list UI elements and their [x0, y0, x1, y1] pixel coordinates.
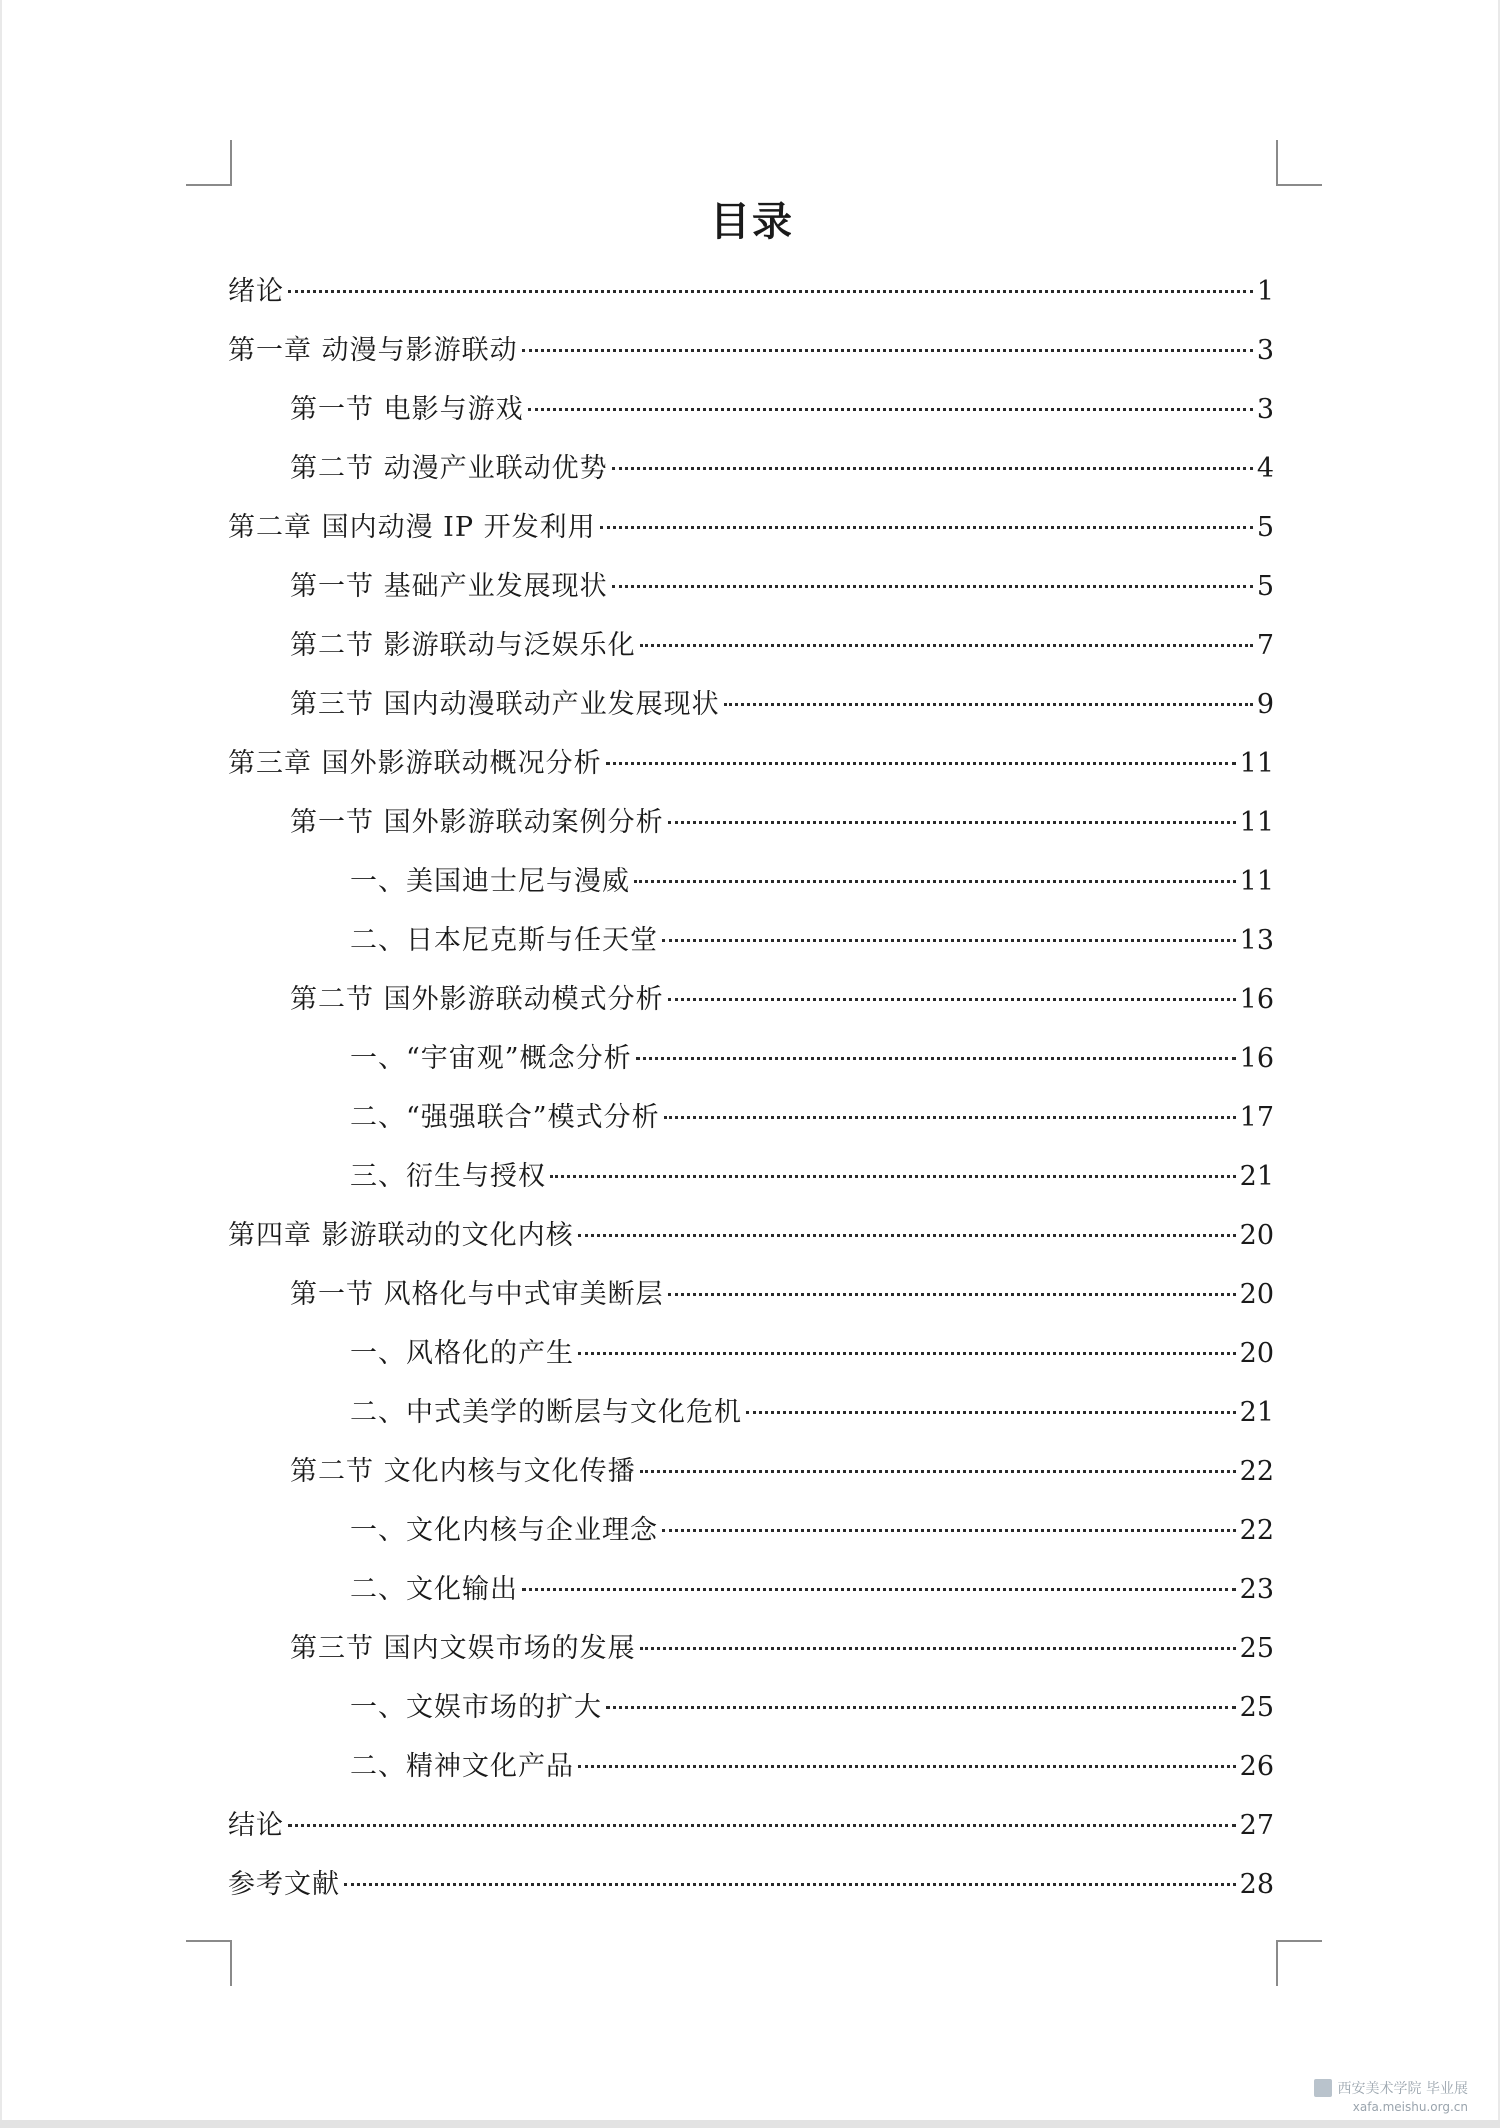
crop-mark-bottom-right [1276, 1940, 1322, 1986]
toc-entry[interactable] [228, 1678, 1274, 1737]
toc-entry-page: 16 [1239, 1043, 1274, 1074]
dot-leader [522, 349, 1253, 352]
crop-mark-top-left [186, 140, 232, 186]
toc-entry[interactable] [228, 1501, 1274, 1560]
toc-entry-page: 16 [1239, 984, 1274, 1015]
toc-entry[interactable] [228, 262, 1274, 321]
toc-entry-page: 9 [1256, 689, 1274, 720]
dot-leader [640, 644, 1253, 647]
dot-leader [522, 1588, 1236, 1591]
toc-entry-label: 结论 [228, 1810, 284, 1841]
toc-entry-page: 5 [1256, 571, 1274, 602]
toc-entry[interactable] [228, 1619, 1274, 1678]
toc-entry-page: 21 [1239, 1161, 1274, 1192]
dot-leader [606, 762, 1236, 765]
toc-entry[interactable] [228, 498, 1274, 557]
dot-leader [528, 408, 1253, 411]
dot-leader [612, 585, 1253, 588]
toc-entry-page: 4 [1256, 453, 1274, 484]
toc-entry-label: 绪论 [228, 276, 284, 307]
toc-entry-page: 28 [1239, 1869, 1274, 1900]
toc-entry-label: 三、衍生与授权 [350, 1161, 546, 1192]
toc-entry-label: 第一节 基础产业发展现状 [290, 571, 608, 602]
toc-entry-page: 11 [1239, 748, 1274, 779]
toc-entry-label: 第二节 动漫产业联动优势 [290, 453, 608, 484]
toc-entry[interactable] [228, 616, 1274, 675]
toc-entry-label: 第三章 国外影游联动概况分析 [228, 748, 602, 779]
toc-entry-label: 一、文娱市场的扩大 [350, 1692, 602, 1723]
crop-mark-bottom-left [186, 1940, 232, 1986]
toc-entry-label: 第二节 文化内核与文化传播 [290, 1456, 636, 1487]
toc-entry[interactable] [228, 1737, 1274, 1796]
toc-entry-label: 二、精神文化产品 [350, 1751, 574, 1782]
toc-entry-page: 25 [1239, 1692, 1274, 1723]
toc-entry-page: 3 [1256, 335, 1274, 366]
toc-entry-page: 5 [1256, 512, 1274, 543]
toc-title: 目录 [710, 199, 794, 245]
toc-entry-page: 20 [1239, 1279, 1274, 1310]
toc-entry-label: 参考文献 [228, 1869, 340, 1900]
toc-entry-page: 1 [1256, 276, 1274, 307]
watermark-logo-text: 西安美术学院 毕业展 [1337, 2081, 1468, 2097]
toc-entry[interactable] [228, 1147, 1274, 1206]
toc-entry-page: 11 [1239, 866, 1274, 897]
toc-entry-label: 一、“宇宙观”概念分析 [350, 1043, 632, 1074]
toc-entry-page: 26 [1239, 1751, 1274, 1782]
toc-entry-label: 第三节 国内动漫联动产业发展现状 [290, 689, 720, 720]
toc-entry-page: 25 [1239, 1633, 1274, 1664]
toc-entry[interactable] [228, 1029, 1274, 1088]
toc-entry[interactable] [228, 1442, 1274, 1501]
toc-entry[interactable] [228, 852, 1274, 911]
toc-entry-page: 13 [1239, 925, 1274, 956]
dot-leader [724, 703, 1253, 706]
dot-leader [634, 880, 1236, 883]
toc-entry[interactable] [228, 321, 1274, 380]
toc-entry-label: 二、中式美学的断层与文化危机 [350, 1397, 742, 1428]
toc-entry[interactable] [228, 734, 1274, 793]
toc-entry[interactable] [228, 970, 1274, 1029]
toc-entry[interactable] [228, 1383, 1274, 1442]
toc-entry[interactable] [228, 793, 1274, 852]
watermark-url: xafa.meishu.org.cn [1352, 2100, 1468, 2114]
toc-entry-page: 20 [1239, 1338, 1274, 1369]
toc-entry[interactable] [228, 1206, 1274, 1265]
dot-leader [640, 1647, 1236, 1650]
toc-entry[interactable] [228, 1265, 1274, 1324]
toc-entry-page: 21 [1239, 1397, 1274, 1428]
toc-entry-page: 17 [1239, 1102, 1274, 1133]
crop-mark-top-right [1276, 140, 1322, 186]
toc-entry-label: 第一节 电影与游戏 [290, 394, 524, 425]
toc-entry-label: 第二章 国内动漫 IP 开发利用 [228, 512, 596, 543]
viewer-bottom-band [0, 2120, 1500, 2128]
toc-entry[interactable] [228, 1560, 1274, 1619]
toc-entry[interactable] [228, 911, 1274, 970]
toc-entry-page: 3 [1256, 394, 1274, 425]
toc-entry-label: 二、文化输出 [350, 1574, 518, 1605]
toc-entry-label: 第一节 风格化与中式审美断层 [290, 1279, 664, 1310]
dot-leader [550, 1175, 1236, 1178]
dot-leader [746, 1411, 1236, 1414]
toc-entry-label: 第一章 动漫与影游联动 [228, 335, 518, 366]
dot-leader [640, 1470, 1236, 1473]
toc-entry-page: 22 [1239, 1456, 1274, 1487]
dot-leader [612, 467, 1253, 470]
toc-entry-label: 一、文化内核与企业理念 [350, 1515, 658, 1546]
watermark-logo [1314, 2078, 1468, 2098]
dot-leader [664, 1116, 1236, 1119]
toc-entry[interactable] [228, 675, 1274, 734]
toc-entry-page: 22 [1239, 1515, 1274, 1546]
toc-entry-label: 二、日本尼克斯与任天堂 [350, 925, 658, 956]
toc-entry-label: 一、风格化的产生 [350, 1338, 574, 1369]
dot-leader [578, 1765, 1236, 1768]
toc-entry-label: 一、美国迪士尼与漫威 [350, 866, 630, 897]
seal-icon [1314, 2079, 1332, 2097]
dot-leader [606, 1706, 1236, 1709]
dot-leader [668, 998, 1236, 1001]
site-watermark [1314, 2078, 1468, 2114]
toc-entry-page: 11 [1239, 807, 1274, 838]
toc-entry[interactable] [228, 1855, 1274, 1914]
dot-leader [344, 1883, 1236, 1886]
dot-leader [600, 526, 1253, 529]
dot-leader [288, 1824, 1236, 1827]
dot-leader [288, 290, 1253, 293]
toc-entry-page: 23 [1239, 1574, 1274, 1605]
dot-leader [668, 821, 1236, 824]
toc-entry[interactable] [228, 439, 1274, 498]
toc-entry-label: 第二节 影游联动与泛娱乐化 [290, 630, 636, 661]
dot-leader [636, 1057, 1236, 1060]
toc-entry-label: 第一节 国外影游联动案例分析 [290, 807, 664, 838]
toc-entry-page: 20 [1239, 1220, 1274, 1251]
toc-entry-label: 第四章 影游联动的文化内核 [228, 1220, 574, 1251]
toc-entry[interactable] [228, 1088, 1274, 1147]
dot-leader [578, 1352, 1236, 1355]
table-of-contents [228, 262, 1274, 1914]
toc-entry[interactable] [228, 1796, 1274, 1855]
toc-entry[interactable] [228, 380, 1274, 439]
toc-entry-label: 第三节 国内文娱市场的发展 [290, 1633, 636, 1664]
toc-entry[interactable] [228, 1324, 1274, 1383]
dot-leader [668, 1293, 1236, 1296]
toc-entry-page: 27 [1239, 1810, 1274, 1841]
toc-entry[interactable] [228, 557, 1274, 616]
toc-entry-page: 7 [1256, 630, 1274, 661]
dot-leader [662, 1529, 1236, 1532]
toc-entry-label: 二、“强强联合”模式分析 [350, 1102, 660, 1133]
dot-leader [662, 939, 1236, 942]
toc-entry-label: 第二节 国外影游联动模式分析 [290, 984, 664, 1015]
dot-leader [578, 1234, 1236, 1237]
